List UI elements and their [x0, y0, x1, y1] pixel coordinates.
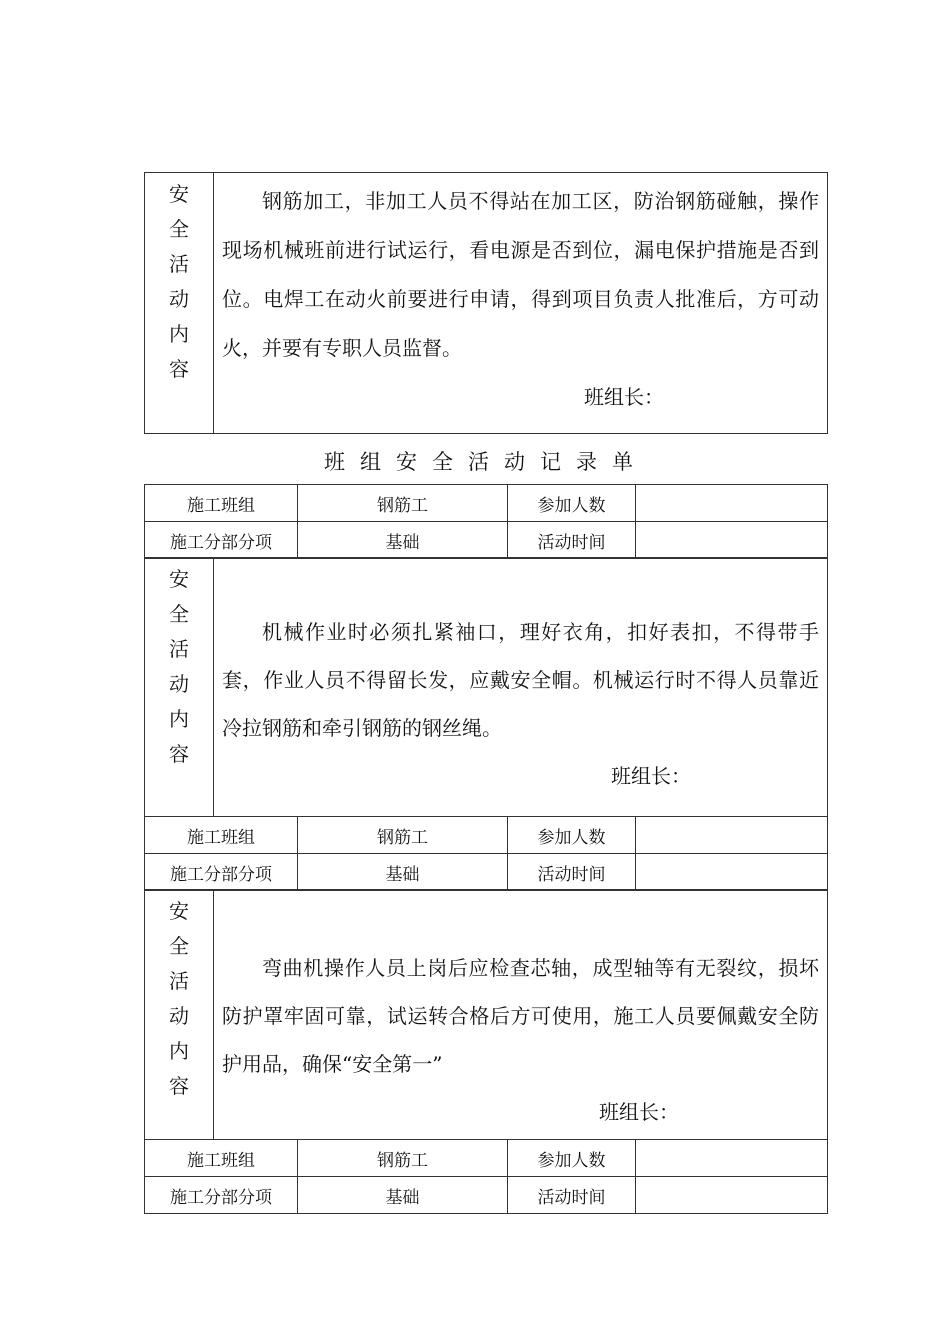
info-table-3 — [144, 1139, 828, 1214]
division-label: 施工分部分项 — [145, 1177, 298, 1214]
time-label: 活动时间 — [508, 1177, 636, 1214]
activity-content — [214, 558, 828, 817]
team-leader-signature: 班组长： — [584, 385, 664, 409]
count-label: 参加人数 — [508, 1140, 636, 1177]
count-value — [636, 1140, 828, 1177]
activity-content-label: 安 全 活 动 内 容 — [145, 558, 214, 817]
team-value: 钢筋工 — [298, 1140, 508, 1177]
count-value — [636, 817, 828, 854]
time-label: 活动时间 — [508, 854, 636, 891]
division-label: 施工分部分项 — [145, 522, 298, 559]
count-label: 参加人数 — [508, 817, 636, 854]
page-title: 班组安全活动记录单 — [324, 450, 648, 474]
activity-block-1 — [144, 172, 828, 434]
activity-content-label: 安 全 活 动 内 容 — [145, 890, 214, 1140]
count-label: 参加人数 — [508, 485, 636, 522]
activity-content — [214, 890, 828, 1140]
division-value: 基础 — [298, 522, 508, 559]
info-table-2 — [144, 816, 828, 891]
activity-content — [214, 173, 828, 434]
activity-text: 机械作业时必须扎紧袖口，理好衣角，扣好表扣，不得带手套，作业人员不得留长发，应戴安全帽。机械运行时不得人员靠近冷拉钢筋和牵引钢筋的钢丝绳。 — [222, 620, 819, 740]
team-value: 钢筋工 — [298, 817, 508, 854]
division-value: 基础 — [298, 854, 508, 891]
activity-content-label: 安 全 活 动 内 容 — [145, 173, 214, 434]
team-label: 施工班组 — [145, 1140, 298, 1177]
division-value: 基础 — [298, 1177, 508, 1214]
activity-block-2 — [144, 557, 828, 817]
activity-text: 钢筋加工，非加工人员不得站在加工区，防治钢筋碰触，操作现场机械班前进行试运行，看电源是否到位，漏电保护措施是否到位。电焊工在动火前要进行申请，得到项目负责人批准后，方可动火，并要有专职人员监督。 — [222, 189, 819, 360]
activity-block-3 — [144, 889, 828, 1140]
count-value — [636, 485, 828, 522]
activity-text: 弯曲机操作人员上岗后应检查芯轴，成型轴等有无裂纹，损坏防护罩牢固可靠，试运转合格后方可使用，施工人员要佩戴安全防护用品，确保“安全第一” — [222, 956, 819, 1076]
team-label: 施工班组 — [145, 485, 298, 522]
team-value: 钢筋工 — [298, 485, 508, 522]
team-leader-signature: 班组长： — [611, 764, 691, 788]
time-label: 活动时间 — [508, 522, 636, 559]
team-leader-signature: 班组长： — [599, 1100, 679, 1124]
time-value — [636, 522, 828, 559]
info-table-1 — [144, 484, 828, 559]
time-value — [636, 854, 828, 891]
time-value — [636, 1177, 828, 1214]
division-label: 施工分部分项 — [145, 854, 298, 891]
team-label: 施工班组 — [145, 817, 298, 854]
